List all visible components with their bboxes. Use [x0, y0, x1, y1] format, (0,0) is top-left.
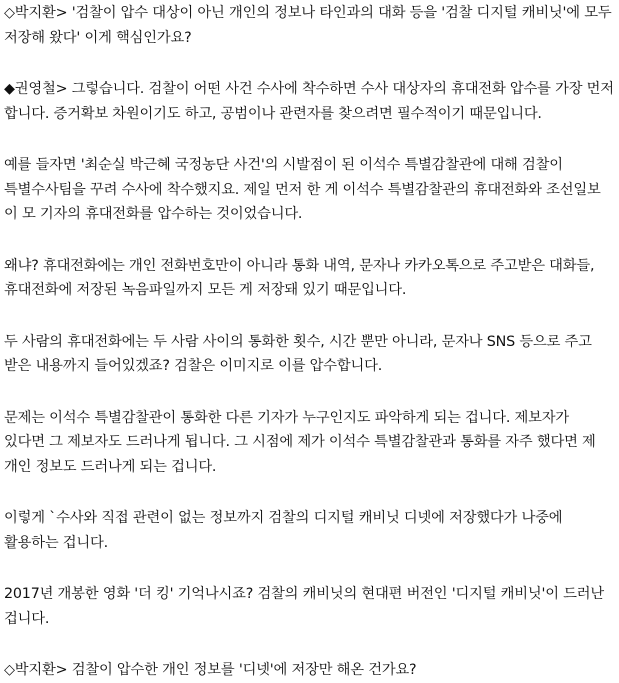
paragraph-text: 예를 들자면 '최순실 박근혜 국정농단 사건'의 시발점이 된 이석수 특별감찰관에 대해 검찰이 특별수사팀을 꾸려 수사에 착수했지요. 제일 먼저 한 게 이석수 특별감찰관의 휴대전화와 조선일보 이 모 기자의 휴대전화를 압수하는 것이었습니다. — [4, 157, 601, 222]
paragraph-text: 박지환> 검찰이 압수한 개인 정보를 '디넷'에 저장만 해온 건가요? — [14, 662, 417, 678]
paragraph-interviewer-question-2 — [4, 658, 614, 683]
paragraph-text: 이렇게 `수사와 직접 관련이 없는 정보까지 검찰의 디지털 캐비닛 디넷에 저장했다가 나중에 활용하는 겁니다. — [4, 510, 563, 551]
interviewer-marker-icon: ◇ — [4, 5, 15, 21]
paragraph-text: 박지환> '검찰이 압수 대상이 아닌 개인의 정보나 타인과의 대화 등을 '검찰 디지털 캐비닛'에 모두 저장해 왔다' 이게 핵심인가요? — [4, 5, 612, 46]
paragraph-answer-7 — [4, 582, 614, 631]
paragraph-answer-6 — [4, 506, 614, 555]
interviewer-marker-icon: ◇ — [4, 662, 15, 678]
interviewee-marker-icon: ◆ — [4, 81, 15, 97]
paragraph-answer-1 — [4, 77, 614, 126]
paragraph-answer-4 — [4, 330, 614, 379]
paragraph-text: 문제는 이석수 특별감찰관이 통화한 다른 기자가 누구인지도 파악하게 되는 겁니다. 제보자가 있다면 그 제보자도 드러나게 됩니다. 그 시점에 제가 이석수 특별감찰관과 통화를 자주 했다면 제 개인 정보도 드러나게 되는 겁니다. — [4, 409, 596, 475]
paragraph-text: 권영철> 그렇습니다. 검찰이 어떤 사건 수사에 착수하면 수사 대상자의 휴대전화 압수를 가장 먼저 합니다. 증거확보 차원이기도 하고, 공범이나 관련자를 찾으려면 필수적이기 때문입니다. — [4, 81, 614, 122]
paragraph-text: 왜냐? 휴대전화에는 개인 전화번호만이 아니라 통화 내역, 문자나 카카오톡으로 주고받은 대화들, 휴대전화에 저장된 녹음파일까지 모든 게 저장돼 있기 때문입니다. — [4, 257, 595, 298]
paragraph-answer-2 — [4, 153, 614, 227]
paragraph-answer-3 — [4, 254, 614, 303]
paragraph-interviewer-question-1 — [4, 1, 614, 50]
paragraph-text: 2017년 개봉한 영화 '더 킹' 기억나시죠? 검찰의 캐비닛의 현대편 버전인 '디지털 캐비닛'이 드러난 겁니다. — [4, 586, 605, 627]
paragraph-answer-5 — [4, 406, 614, 480]
paragraph-text: 두 사람의 휴대전화에는 두 사람 사이의 통화한 횟수, 시간 뿐만 아니라, 문자나 SNS 등으로 주고 받은 내용까지 들어있겠죠? 검찰은 이미지로 이를 압수합니다. — [4, 333, 592, 374]
